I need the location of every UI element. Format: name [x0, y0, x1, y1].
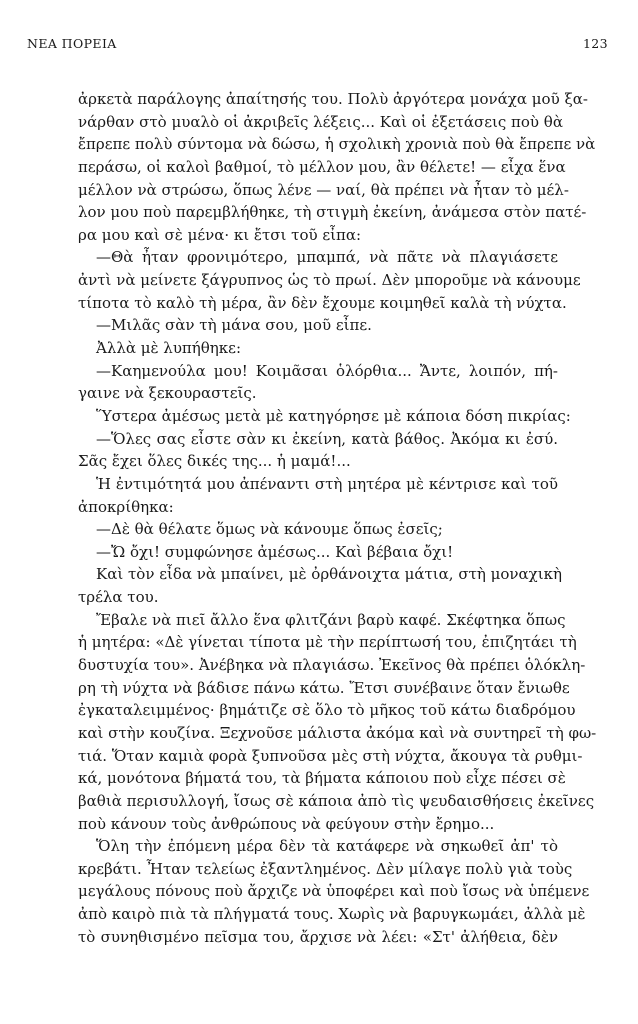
text-line: βαθιὰ περισυλλογή, ἴσως σὲ κάποια ἀπὸ τὶς ψευδαισθήσεις ἐκεῖνες — [78, 791, 595, 810]
body-text — [78, 88, 597, 948]
text-line: ἀντὶ νὰ μείνετε ξάγρυπνος ὡς τὸ πρωί. Δὲν μποροῦμε νὰ κάνουμε — [78, 271, 581, 290]
running-head — [27, 36, 608, 54]
text-line: Ἡ ἐντιμότητά μου ἀπέναντι στὴ μητέρα μὲ κέντρισε καὶ τοῦ — [96, 474, 558, 493]
text-line: τὸ συνηθισμένο πεῖσμα του, ἄρχισε νὰ λέει: «Στ' ἀλήθεια, δὲν — [78, 927, 558, 946]
text-line: ἐγκαταλειμμένος· βημάτιζε σὲ ὅλο τὸ μῆκος τοῦ κάτω διαδρόμου — [78, 701, 576, 720]
text-line: —Θὰ ἦταν φρονιμότερο, μπαμπά, νὰ πᾶτε νὰ πλαγιάσετε — [96, 248, 558, 267]
text-line: κρεβάτι. Ἦταν τελείως ἐξαντλημένος. Δὲν μίλαγε πολὺ γιὰ τοὺς — [78, 859, 573, 878]
text-line: νάρθαν στὸ μυαλὸ οἱ ἀκριβεῖς λέξεις... Καὶ οἱ ἐξετάσεις ποὺ θὰ — [78, 112, 563, 131]
text-line: ἔπρεπε πολὺ σύντομα νὰ δώσω, ἡ σχολικὴ χρονιὰ ποὺ θὰ ἔπρεπε νὰ — [78, 135, 596, 154]
text-line: περάσω, οἱ καλοὶ βαθμοί, τὸ μέλλον μου, ἂν θέλετε! — εἶχα ἕνα — [78, 157, 566, 176]
text-line: ρα μου καὶ σὲ μένα· κι ἔτσι τοῦ εἶπα: — [78, 225, 362, 244]
text-line: —Δὲ θὰ θέλατε ὅμως νὰ κάνουμε ὅπως ἐσεῖς; — [96, 520, 443, 539]
text-line: ρη τὴ νύχτα νὰ βάδισε πάνω κάτω. Ἔτσι συνέβαινε ὅταν ἔνιωθε — [78, 678, 570, 697]
text-line: —Καημενούλα μου! Κοιμᾶσαι ὁλόρθια... Ἄντε, λοιπόν, πή- — [96, 361, 558, 380]
text-line: Καὶ τὸν εἶδα νὰ μπαίνει, μὲ ὀρθάνοιχτα μάτια, στὴ μοναχικὴ — [96, 565, 562, 584]
text-line: κά, μονότονα βήματά του, τὰ βήματα κάποιου ποὺ εἶχε πέσει σὲ — [78, 769, 566, 788]
text-line: Ἀλλὰ μὲ λυπήθηκε: — [96, 339, 241, 358]
running-title: ΝΕΑ ΠΟΡΕΙΑ — [27, 36, 117, 51]
text-line: ἀποκρίθηκα: — [78, 497, 174, 516]
text-line: τίποτα τὸ καλὸ τὴ μέρα, ἂν δὲν ἔχουμε κοιμηθεῖ καλὰ τὴ νύχτα. — [78, 293, 567, 312]
text-line: —Ὅλες σας εἶστε σὰν κι ἐκείνη, κατὰ βάθος. Ἀκόμα κι ἐσύ. — [96, 429, 558, 448]
text-line: ἡ μητέρα: «Δὲ γίνεται τίποτα μὲ τὴν περίπτωσή του, ἐπιζητάει τὴ — [78, 633, 577, 652]
text-line: Ὅλη τὴν ἐπόμενη μέρα δὲν τὰ κατάφερε νὰ σηκωθεῖ ἀπ' τὸ — [96, 837, 558, 856]
text-line: τρέλα του. — [78, 588, 159, 607]
text-line: γαινε νὰ ξεκουραστεῖς. — [78, 384, 257, 403]
text-line: μεγάλους πόνους ποὺ ἄρχιζε νὰ ὑποφέρει καὶ ποὺ ἴσως νὰ ὑπέμενε — [78, 882, 590, 901]
text-line: τιά. Ὅταν καμιὰ φορὰ ξυπνοῦσα μὲς στὴ νύχτα, ἄκουγα τὰ ρυθμι- — [78, 746, 583, 765]
text-line: Ἔβαλε νὰ πιεῖ ἄλλο ἕνα φλιτζάνι βαρὺ καφέ. Σκέφτηκα ὅπως — [96, 610, 566, 629]
text-line: δυστυχία του». Ἀνέβηκα νὰ πλαγιάσω. Ἐκεῖνος θὰ πρέπει ὁλόκλη- — [78, 656, 586, 675]
text-line: μέλλον νὰ στρώσω, ὅπως λένε — ναί, θὰ πρέπει νὰ ἦταν τὸ μέλ- — [78, 180, 569, 199]
text-line: Ὕστερα ἀμέσως μετὰ μὲ κατηγόρησε μὲ κάποια δόση πικρίας: — [96, 406, 571, 425]
text-line: καὶ στὴν κουζίνα. Ξεχνοῦσε μάλιστα ἀκόμα καὶ νὰ συντηρεῖ τὴ φω- — [78, 723, 597, 742]
text-line: Σᾶς ἔχει ὅλες δικές της... ἡ μαμά!... — [78, 452, 351, 471]
text-line: —Ὤ ὄχι! συμφώνησε ἀμέσως... Καὶ βέβαια ὄχι! — [96, 542, 454, 561]
text-line: λον μου ποὺ παρεμβλήθηκε, τὴ στιγμὴ ἐκείνη, ἀνάμεσα στὸν πατέ- — [78, 203, 587, 222]
page-number: 123 — [582, 36, 608, 51]
text-line: ἀπὸ καιρὸ πιὰ τὰ πλήγματά τους. Χωρὶς νὰ βαρυγκωμάει, ἀλλὰ μὲ — [78, 905, 586, 924]
text-line: ποὺ κάνουν τοὺς ἀνθρώπους νὰ φεύγουν στὴν ἔρημο... — [78, 814, 495, 833]
text-line: ἀρκετὰ παράλογης ἀπαίτησής του. Πολὺ ἀργότερα μονάχα μοῦ ξα- — [78, 90, 588, 108]
text-line: —Μιλᾶς σὰν τὴ μάνα σου, μοῦ εἶπε. — [96, 316, 372, 335]
